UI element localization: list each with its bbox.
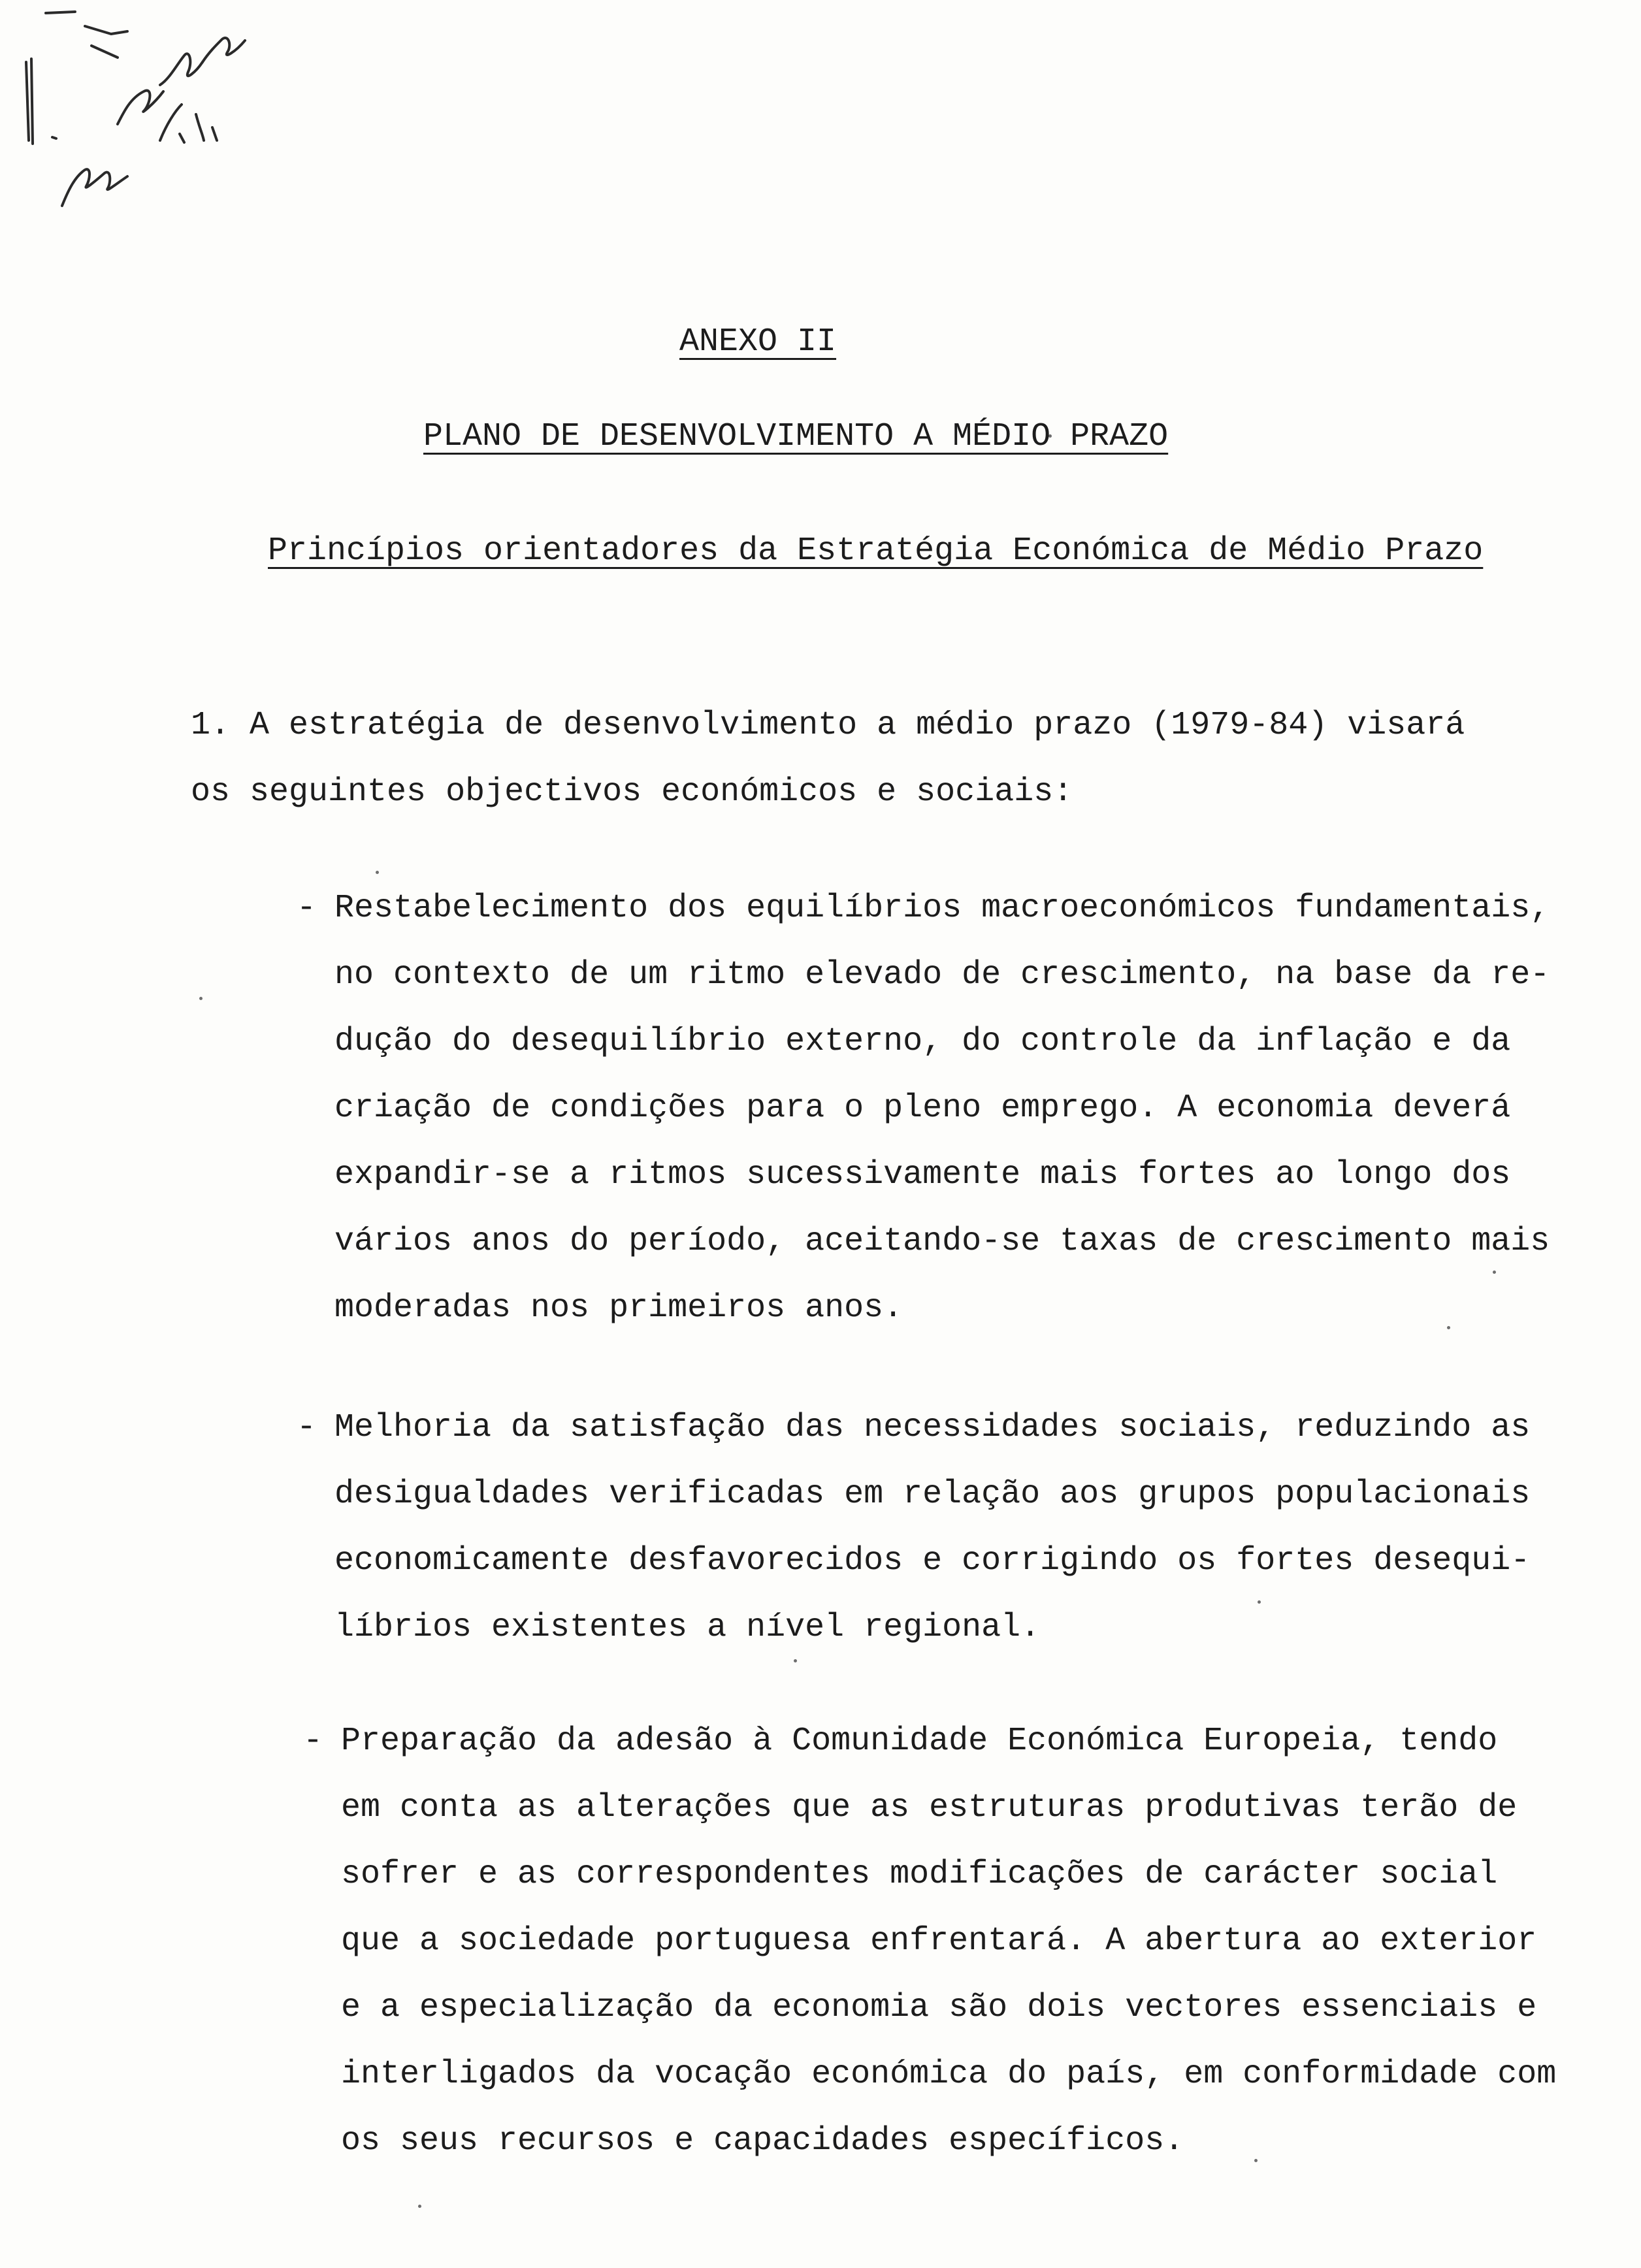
scan-speck bbox=[376, 871, 379, 874]
scan-speck bbox=[418, 2205, 421, 2208]
bullet-dash: - bbox=[303, 1723, 323, 1760]
bullet-dash: - bbox=[297, 890, 317, 927]
plan-title: PLANO DE DESENVOLVIMENTO A MÉDIO PRAZO bbox=[423, 418, 1169, 455]
objective-line: moderadas nos primeiros anos. bbox=[334, 1289, 903, 1327]
objective-line: os seus recursos e capacidades específicos. bbox=[341, 2122, 1184, 2160]
objective-line: interligados da vocação económica do país, em conformidade com bbox=[341, 2056, 1557, 2093]
objective-line: e a especialização da economia são dois vectores essenciais e bbox=[341, 1989, 1537, 2026]
annex-title: ANEXO II bbox=[679, 323, 837, 361]
objective-line: expandir-se a ritmos sucessivamente mais fortes ao longo dos bbox=[334, 1156, 1511, 1193]
handwritten-annotation bbox=[13, 0, 261, 222]
intro-paragraph bbox=[191, 692, 1465, 826]
objective-line: em conta as alterações que as estruturas produtivas terão de bbox=[341, 1789, 1518, 1826]
bullet-dash: - bbox=[297, 1409, 317, 1446]
objective-line: sofrer e as correspondentes modificações de carácter social bbox=[341, 1856, 1498, 1893]
principles-subtitle: Princípios orientadores da Estratégia Económica de Médio Prazo bbox=[268, 532, 1484, 570]
objective-line: Restabelecimento dos equilíbrios macroeconómicos fundamentais, bbox=[334, 890, 1550, 927]
objective-line: líbrios existentes a nível regional. bbox=[334, 1609, 1041, 1646]
paragraph-number: 1. bbox=[191, 707, 231, 744]
objective-line: criação de condições para o pleno emprego. A economia deverá bbox=[334, 1090, 1511, 1127]
intro-line bbox=[191, 692, 1465, 759]
objective-line: no contexto de um ritmo elevado de crescimento, na base da re- bbox=[334, 956, 1550, 994]
objective-line: economicamente desfavorecidos e corrigindo os fortes desequi- bbox=[334, 1542, 1531, 1580]
objective-line: Melhoria da satisfação das necessidades sociais, reduzindo as bbox=[334, 1409, 1531, 1446]
objective-line: desigualdades verificadas em relação aos grupos populacionais bbox=[334, 1476, 1531, 1513]
objective-item bbox=[303, 1708, 1557, 2175]
scan-speck bbox=[199, 997, 203, 1000]
intro-line: os seguintes objectivos económicos e sociais: bbox=[191, 773, 1073, 811]
objective-item bbox=[297, 1395, 1531, 1661]
objective-line: Preparação da adesão à Comunidade Económica Europeia, tendo bbox=[341, 1723, 1498, 1760]
objective-line: vários anos do período, aceitando-se taxas de crescimento mais bbox=[334, 1223, 1550, 1260]
objective-item bbox=[297, 875, 1550, 1342]
intro-line-text: A estratégia de desenvolvimento a médio prazo (1979-84) visará bbox=[250, 707, 1465, 744]
objective-line: que a sociedade portuguesa enfrentará. A abertura ao exterior bbox=[341, 1922, 1537, 1960]
objective-line: dução do desequilíbrio externo, do controle da inflação e da bbox=[334, 1023, 1511, 1060]
